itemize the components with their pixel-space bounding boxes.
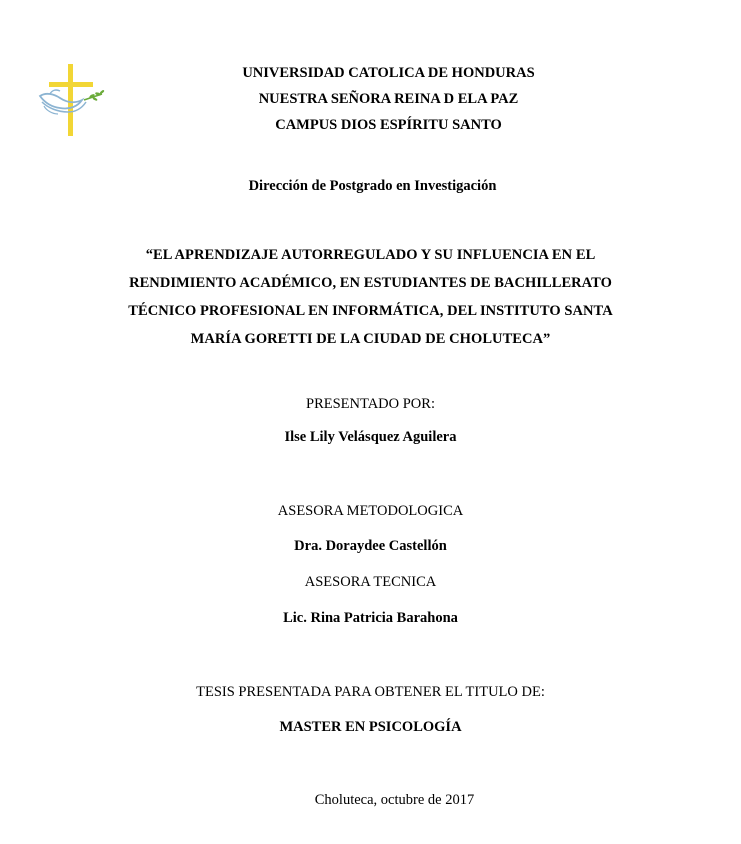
- methodological-advisor-name: Dra. Doraydee Castellón: [294, 538, 447, 554]
- campus-name: CAMPUS DIOS ESPÍRITU SANTO: [275, 117, 502, 133]
- presented-by-label: PRESENTADO POR:: [306, 396, 435, 412]
- methodological-advisor-label: ASESORA METODOLOGICA: [277, 503, 464, 519]
- department-name: Dirección de Postgrado en Investigación: [248, 178, 497, 194]
- degree-name: MASTER EN PSICOLOGÍA: [279, 719, 462, 735]
- university-name: UNIVERSIDAD CATOLICA DE HONDURAS: [242, 65, 535, 81]
- university-subtitle: NUESTRA SEÑORA REINA D ELA PAZ: [258, 91, 519, 107]
- thesis-title-line: “EL APRENDIZAJE AUTORREGULADO Y SU INFLUENCIA EN EL: [145, 247, 596, 263]
- thesis-title-line: MARÍA GORETTI DE LA CIUDAD DE CHOLUTECA”: [190, 331, 551, 347]
- technical-advisor-label: ASESORA TECNICA: [304, 574, 437, 590]
- author-name: Ilse Lily Velásquez Aguilera: [284, 429, 457, 445]
- place-date: Choluteca, octubre de 2017: [314, 792, 475, 808]
- degree-label: TESIS PRESENTADA PARA OBTENER EL TITULO DE:: [196, 684, 545, 700]
- thesis-title-line: TÉCNICO PROFESIONAL EN INFORMÁTICA, DEL INSTITUTO SANTA: [128, 303, 613, 319]
- thesis-title-line: RENDIMIENTO ACADÉMICO, EN ESTUDIANTES DE BACHILLERATO: [129, 275, 612, 291]
- technical-advisor-name: Lic. Rina Patricia Barahona: [283, 610, 458, 626]
